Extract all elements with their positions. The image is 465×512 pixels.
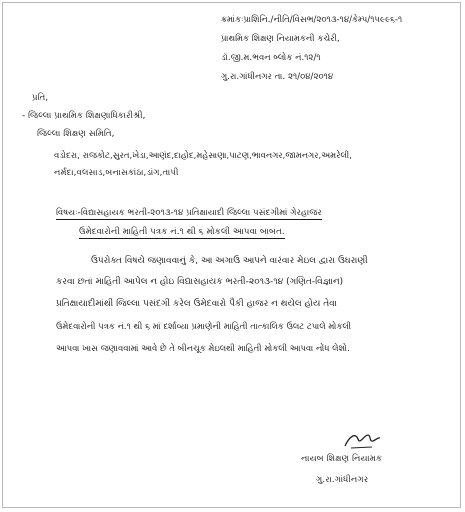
body-line-1: ઉપરોક્ત વિષયે જણાવવાનું કે, આ અગાઉ આપને વારંવાર મેઇલ દ્વારા ઉઘરાણી (91, 256, 368, 266)
signatory-title: નાયબ શિક્ષણ નિયામક (301, 454, 383, 464)
body-line-2: કરવા છતાં માહિતી આપેલ ન હોઇ વિદ્યાસહાયક ભરતી-૨૦૧૩-૧૪ (ગણિત-વિજ્ઞાન) (56, 277, 344, 287)
body-line-3: પ્રતિક્ષાયાદીમાંથી જિલ્લા પસંદગી કરેલ ઉમેદવારો પૈકી હાજર ન થયેલ હોય તેવા (56, 299, 337, 309)
letter-date: ગુ.રા.ગાંધીનગર તા. ૨૧/૦૪/૨૦૧૪ (221, 71, 334, 81)
recipient-committee: જિલ્લા શિક્ષણ સમિતિ, (37, 129, 115, 139)
office-name: પ્રાથમિક શિક્ષણ નિયામકની કચેરી, (221, 33, 340, 43)
letter-reference-number: ક્રમાંકઃપ્રાશિનિ./નીતિ/વિસભ/૨૦૧૩-૧૪/કેમ્પ/૧૫૯૯૬-૧ (221, 14, 403, 24)
body-line-5: આપવા ખાસ જણાવવામાં આવે છે તે બીનચૂક મેઇલથી માહિતી મોકલી આપવા નોંધ લેશો. (56, 343, 350, 353)
signature-mark (342, 429, 382, 451)
office-address: ડૉ.જી.મ.ભવન બ્લોક નં.૧૨/૧ (221, 52, 321, 62)
recipient-title: - જિલ્લા પ્રાથમિક શિક્ષણાધિકારીશ્રી, (22, 111, 146, 121)
prati-label: પ્રતિ, (32, 93, 49, 103)
subject-line-2: ઉમેદવારોની માહિતી પત્રક નં.૧ થી ૬ મોકલી આપવા બાબત. (79, 227, 285, 237)
body-line-4: ઉમેદવારોની પત્રક નં.૧ થી ૬ માં દર્શાવ્યા પ્રમાણેની માહિતી તાત્કાલિક ઉલટ ટપાલે મોકલી (56, 321, 352, 331)
signatory-place: ગુ.રા.ગાંધીનગર (316, 475, 369, 485)
district-list-line-2: નર્મદા,વલસાડ,બનાસકાંઠા,ડાંગ,તાપી (54, 168, 179, 178)
subject-line-1: વિષયઃ-વિદ્યાસહાયક ભરતી-૨૦૧૩-૧૪ પ્રતિક્ષાયાદી જિલ્લા પસંદગીમાં ગેરહાજર (56, 208, 322, 218)
district-list-line-1: વડોદરા, રાજકોટ,સુરત,ખેડા,આણંદ,દાહોદ,મહેસાણા,પાટણ,ભાવનગર,જામનગર,અમરેલી, (54, 150, 352, 160)
